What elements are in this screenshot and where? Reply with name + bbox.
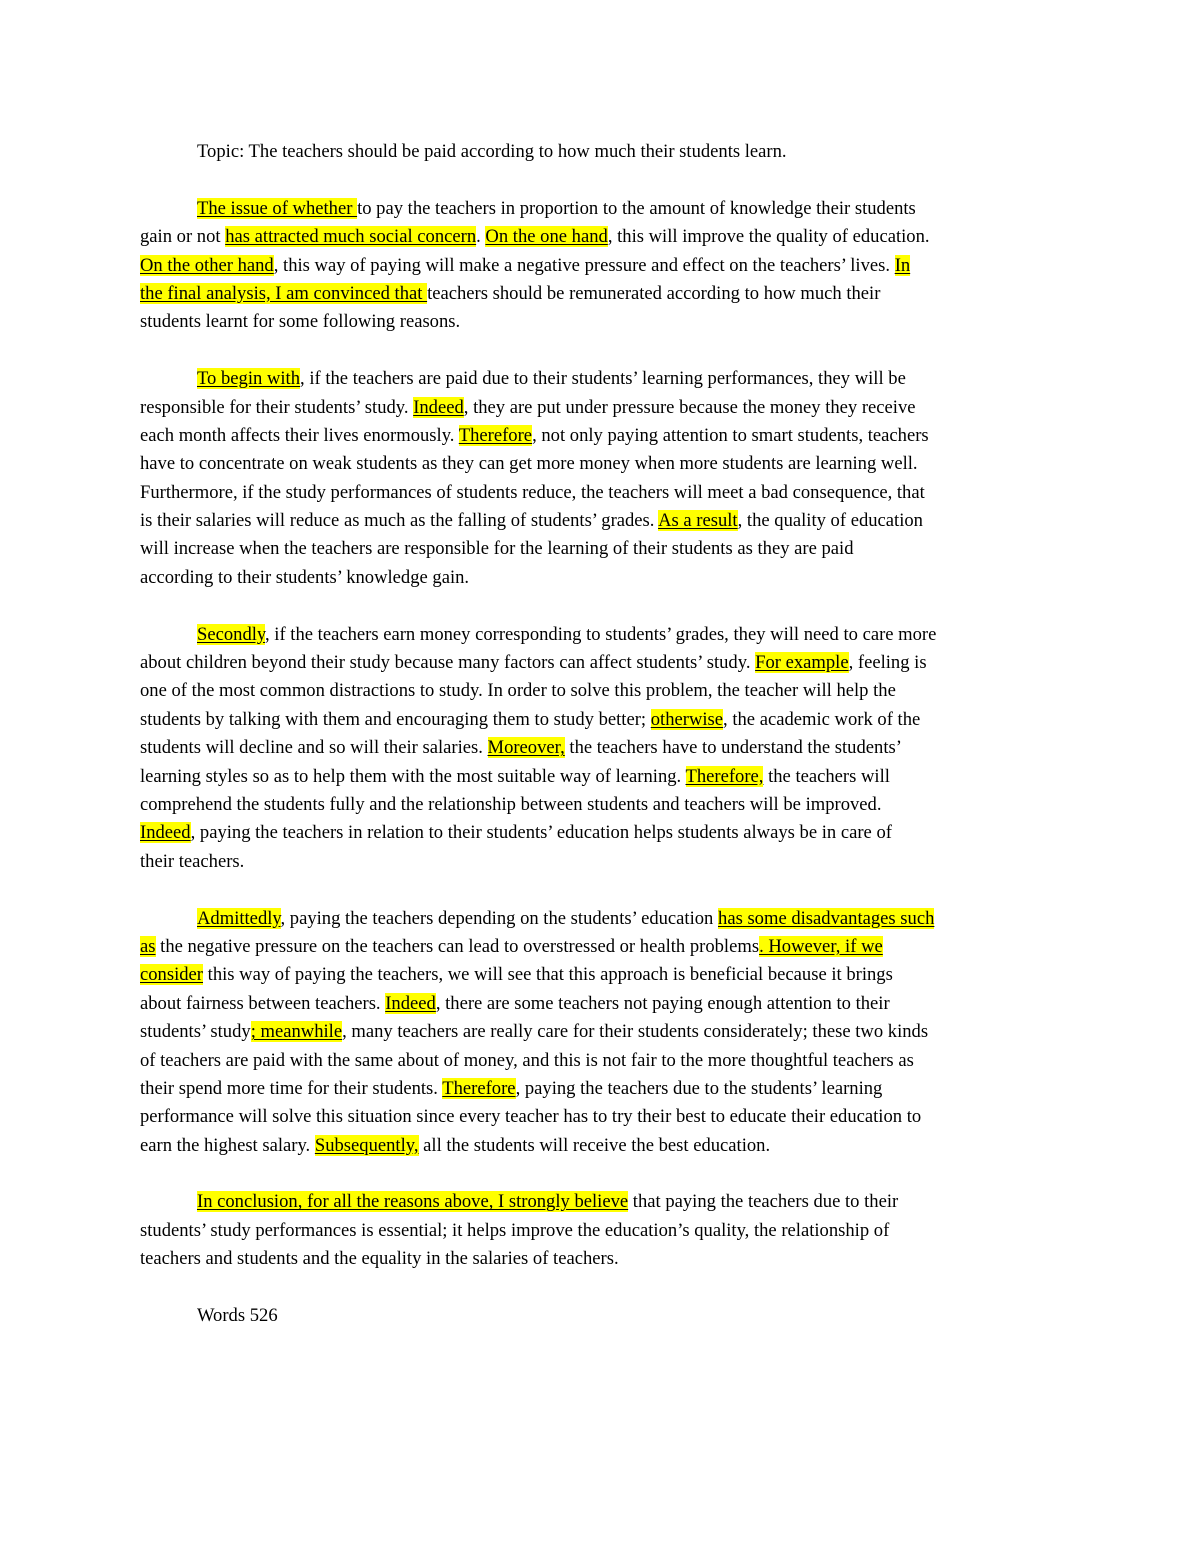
text-line xyxy=(140,990,1060,1018)
highlighted-phrase: As a result xyxy=(658,510,738,532)
paragraph-gap xyxy=(140,1160,1060,1188)
text-line xyxy=(140,905,1060,933)
text-line xyxy=(140,763,1060,791)
highlighted-phrase: On the other hand xyxy=(140,254,274,276)
text-run: responsible for their students’ study. xyxy=(140,396,414,418)
paragraph-gap xyxy=(140,166,1060,194)
text-line xyxy=(140,1047,1060,1075)
paragraph-conclusion xyxy=(140,1188,1060,1273)
text-run: performance will solve this situation since every teacher has to try their best to educate their education to xyxy=(140,1106,922,1128)
text-run: this way of paying the teachers, we will see that this approach is beneficial because it brings xyxy=(203,964,893,986)
text-run: their teachers. xyxy=(140,850,245,872)
highlighted-phrase: has some disadvantages such xyxy=(718,907,935,929)
highlighted-phrase: has attracted much social concern xyxy=(225,226,477,248)
text-run: all the students will receive the best education. xyxy=(418,1134,771,1156)
text-line xyxy=(140,564,1060,592)
text-line xyxy=(140,1075,1060,1103)
text-run: will increase when the teachers are responsible for the learning of their students as they are paid xyxy=(140,538,854,560)
text-run: the negative pressure on the teachers can lead to overstressed or health problems xyxy=(155,935,760,957)
text-run: . xyxy=(476,226,486,248)
paragraph-gap xyxy=(140,1274,1060,1302)
paragraph-body-3 xyxy=(140,905,1060,1161)
text-run: , paying the teachers in relation to their students’ education helps students always be in care of xyxy=(190,822,892,844)
text-run: earn the highest salary. xyxy=(140,1134,315,1156)
topic-line: Topic: The teachers should be paid according to how much their students learn. xyxy=(197,141,787,162)
text-run: , this way of paying will make a negative pressure and effect on the teachers’ lives. xyxy=(273,254,895,276)
highlighted-phrase: Indeed xyxy=(140,822,191,844)
paragraph-introduction xyxy=(140,195,1060,337)
highlighted-phrase: otherwise xyxy=(650,708,724,730)
text-line xyxy=(140,223,1060,251)
highlighted-phrase: Admittedly xyxy=(197,907,281,929)
text-run: students learnt for some following reasons. xyxy=(140,311,461,333)
text-line xyxy=(140,1245,1060,1273)
highlighted-phrase: ; meanwhile xyxy=(250,1021,343,1043)
text-run: learning styles so as to help them with the most suitable way of learning. xyxy=(140,765,686,787)
text-line xyxy=(140,649,1060,677)
text-run: , the academic work of the xyxy=(723,708,921,730)
text-run: students’ study xyxy=(140,1021,251,1043)
text-run: according to their students’ knowledge gain. xyxy=(140,566,470,588)
text-line xyxy=(140,848,1060,876)
word-count: Words 526 xyxy=(197,1305,278,1327)
text-run: , paying the teachers depending on the students’ education xyxy=(280,907,719,929)
highlighted-phrase: In xyxy=(894,254,911,276)
highlighted-phrase: Therefore xyxy=(442,1077,516,1099)
highlighted-phrase: Therefore, xyxy=(685,765,764,787)
text-run: , feeling is xyxy=(848,652,927,674)
text-run: about children beyond their study because many factors can affect students’ study. xyxy=(140,652,756,674)
essay-body xyxy=(140,195,1060,1302)
text-line xyxy=(140,791,1060,819)
text-line xyxy=(140,621,1060,649)
paragraph-body-1 xyxy=(140,365,1060,592)
text-run: , if the teachers are paid due to their students’ learning performances, they will be xyxy=(300,368,906,390)
highlighted-phrase: Secondly xyxy=(197,623,265,645)
text-line xyxy=(140,394,1060,422)
text-run: their spend more time for their students. xyxy=(140,1077,443,1099)
text-line xyxy=(140,1188,1060,1216)
text-run: comprehend the students fully and the relationship between students and teachers will be improved. xyxy=(140,793,882,815)
text-run: students by talking with them and encouraging them to study better; xyxy=(140,708,651,730)
text-run: to pay the teachers in proportion to the amount of knowledge their students xyxy=(357,197,916,219)
text-line xyxy=(140,365,1060,393)
text-line xyxy=(140,1018,1060,1046)
text-line xyxy=(140,677,1060,705)
highlighted-phrase: For example xyxy=(755,652,849,674)
highlighted-phrase: the final analysis, I am convinced that xyxy=(140,282,428,304)
text-run: each month affects their lives enormously. xyxy=(140,424,459,446)
text-line xyxy=(140,195,1060,223)
text-line xyxy=(140,422,1060,450)
text-run: , not only paying attention to smart students, teachers xyxy=(532,424,929,446)
highlighted-phrase: Subsequently, xyxy=(314,1134,419,1156)
text-run: teachers should be remunerated according to how much their xyxy=(427,282,881,304)
text-line xyxy=(140,450,1060,478)
highlighted-phrase: Indeed xyxy=(385,992,436,1014)
text-line xyxy=(140,252,1060,280)
text-line xyxy=(140,933,1060,961)
text-run: , the quality of education xyxy=(737,510,923,532)
text-run: students’ study performances is essential; it helps improve the education’s quality, the relationship of xyxy=(140,1219,890,1241)
text-run: of teachers are paid with the same about of money, and this is not fair to the more thoughtful teachers as xyxy=(140,1049,914,1071)
highlighted-phrase: In conclusion, for all the reasons above, I strongly believe xyxy=(197,1191,629,1213)
text-run: teachers and students and the equality in the salaries of teachers. xyxy=(140,1248,619,1270)
paragraph-gap xyxy=(140,337,1060,365)
text-line xyxy=(140,734,1060,762)
paragraph-gap xyxy=(140,592,1060,620)
highlighted-phrase: Therefore xyxy=(458,424,533,446)
text-run: have to concentrate on weak students as they can get more money when more students are learning well. xyxy=(140,453,918,475)
text-line xyxy=(140,507,1060,535)
text-line xyxy=(140,819,1060,847)
highlighted-phrase: Indeed xyxy=(413,396,464,418)
text-run: gain or not xyxy=(140,226,226,248)
text-run: the teachers have to understand the students’ xyxy=(564,737,902,759)
text-line xyxy=(140,1217,1060,1245)
text-run: , paying the teachers due to the students’ learning xyxy=(515,1077,883,1099)
highlighted-phrase: To begin with xyxy=(197,368,301,390)
paragraph-gap xyxy=(140,876,1060,904)
text-line xyxy=(140,308,1060,336)
text-run: about fairness between teachers. xyxy=(140,992,386,1014)
text-line xyxy=(140,961,1060,989)
text-run: the teachers will xyxy=(763,765,890,787)
highlighted-phrase: as xyxy=(140,935,156,957)
text-line xyxy=(140,1132,1060,1160)
text-run: , this will improve the quality of education. xyxy=(607,226,930,248)
text-line xyxy=(140,280,1060,308)
document-page xyxy=(140,138,1060,1330)
highlighted-phrase: consider xyxy=(140,964,203,986)
text-run: Furthermore, if the study performances of students reduce, the teachers will meet a bad consequence, that xyxy=(140,481,925,503)
text-run: , if the teachers earn money corresponding to students’ grades, they will need to care more xyxy=(265,623,937,645)
highlighted-phrase: The issue of whether xyxy=(197,197,358,219)
text-line xyxy=(140,1103,1060,1131)
highlighted-phrase: . However, if we xyxy=(759,935,883,957)
text-run: students will decline and so will their salaries. xyxy=(140,737,488,759)
text-run: , they are put under pressure because the money they receive xyxy=(463,396,916,418)
paragraph-body-2 xyxy=(140,621,1060,877)
text-run: , many teachers are really care for their students considerately; these two kinds xyxy=(342,1021,929,1043)
text-line xyxy=(140,706,1060,734)
highlighted-phrase: Moreover, xyxy=(487,737,565,759)
text-run: that paying the teachers due to their xyxy=(628,1191,899,1213)
text-line xyxy=(140,535,1060,563)
text-run: one of the most common distractions to study. In order to solve this problem, the teacher will help the xyxy=(140,680,896,702)
highlighted-phrase: On the one hand xyxy=(485,226,608,248)
text-run: , there are some teachers not paying enough attention to their xyxy=(435,992,890,1014)
text-line xyxy=(140,479,1060,507)
text-run: is their salaries will reduce as much as the falling of students’ grades. xyxy=(140,510,659,532)
